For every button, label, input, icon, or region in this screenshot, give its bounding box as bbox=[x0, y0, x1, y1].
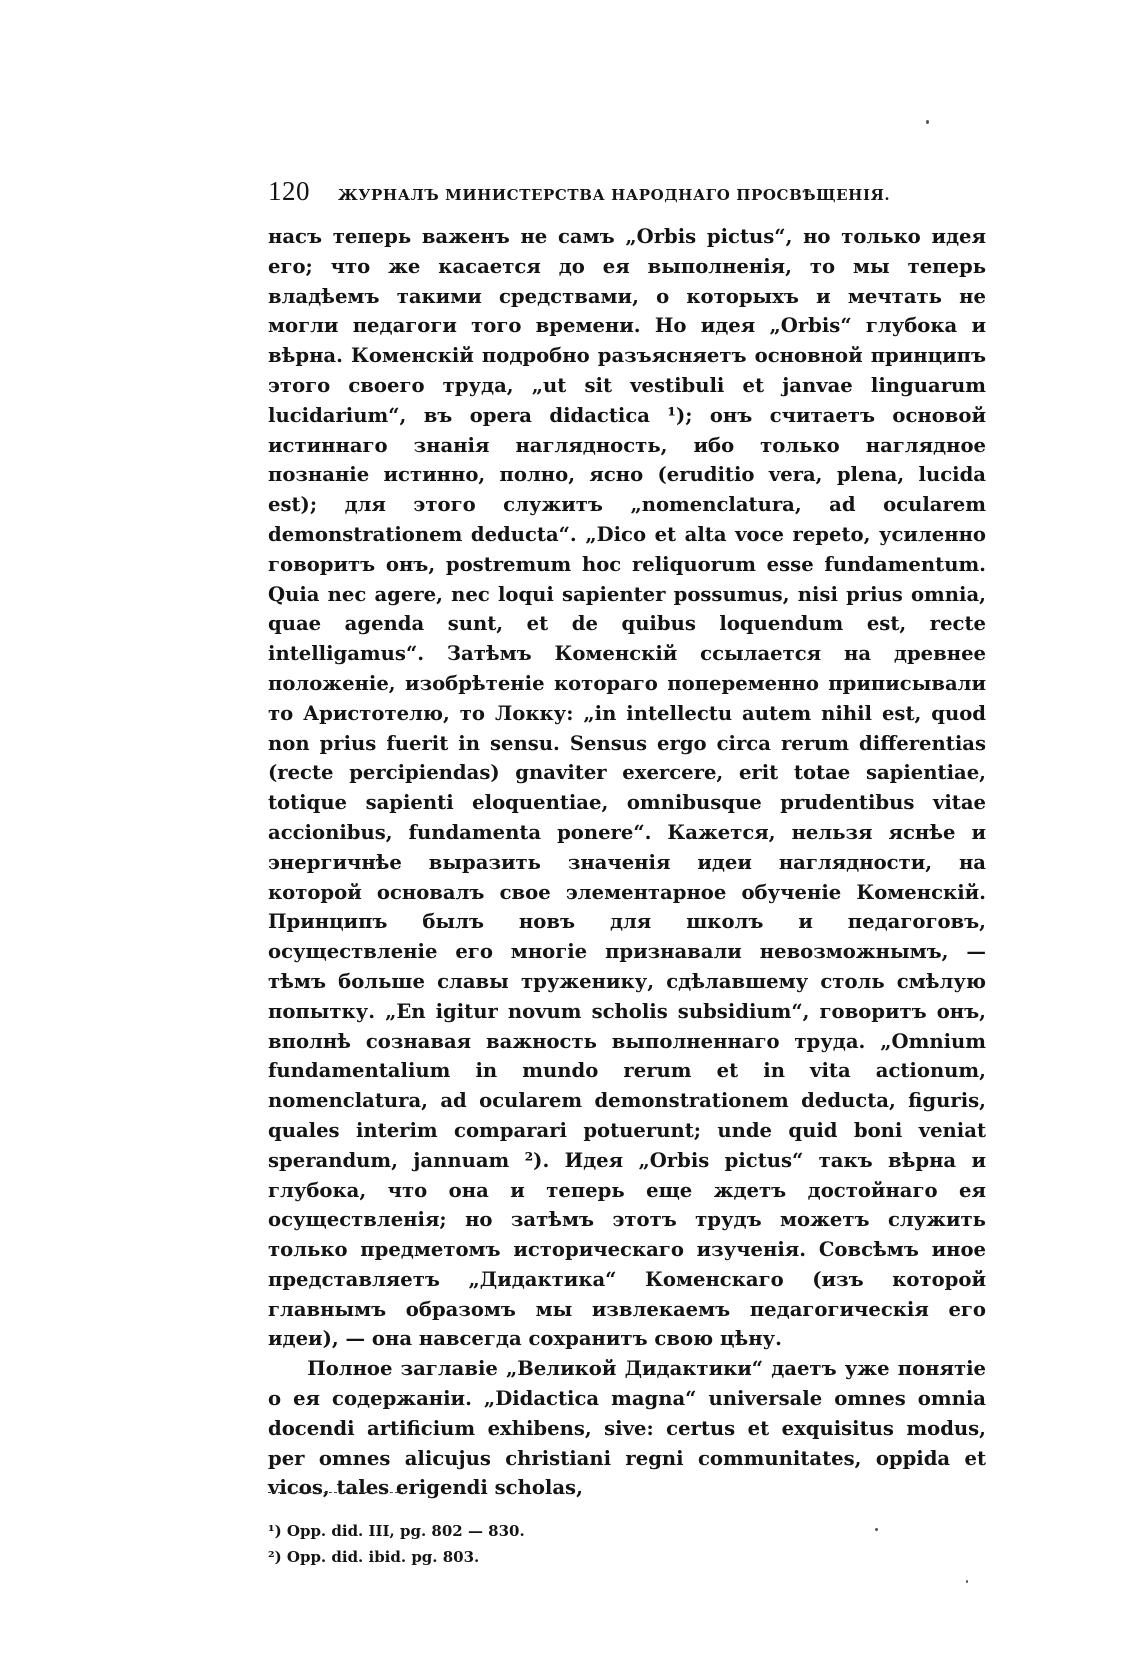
footnotes bbox=[268, 1518, 768, 1570]
page-header bbox=[268, 176, 1008, 216]
page-number: 120 bbox=[268, 176, 310, 206]
footnote-divider bbox=[268, 1492, 403, 1493]
scan-speck bbox=[966, 1580, 968, 1583]
footnote-2: ²) Opp. did. ibid. pg. 803. bbox=[268, 1548, 480, 1566]
body-text bbox=[268, 222, 986, 1503]
paragraph-1: насъ теперь важенъ не самъ „Orbis pictus“, но только идея его; что же касается до ея выполненія, то мы теперь владѣемъ такими средствами, о которыхъ и мечтать не могли педагоги того времени. Но идея „Orbis“ глубока и вѣрна. Коменскій подробно разъясняетъ основной принципъ этого своего труда, „ut sit vestibuli et janvae linguarum lucidarium“, въ opera didactica ¹); онъ считаетъ основой истиннаго знанія наглядность, ибо только наглядное познаніе истинно, полно, ясно (eruditio vera, plena, lucida est); для этого служитъ „nomenclatura, ad ocularem demonstrationem deducta“. „Dico et alta voce repeto, усиленно говоритъ онъ, postremum hoc reliquorum esse fundamentum. Quia nec agere, nec loqui sapienter possumus, nisi prius omnia, quae agenda sunt, et de quibus loquendum est, recte intelligamus“. Затѣмъ Коменскій ссылается на древнее положеніе, изобрѣтеніе котораго попеременно приписывали то Аристотелю, то Локку: „in intellectu autem nihil est, quod non prius fuerit in sensu. Sensus ergo circa rerum differentias (recte percipiendas) gnaviter exercere, erit totae sapientiae, totique sapienti eloquentiae, omnibusque prudentibus vitae accionibus, fundamenta ponere“. Кажется, нельзя яснѣе и энергичнѣе выразить значенія идеи наглядности, на которой основалъ свое элементарное обученіе Коменскій. Принципъ былъ новъ для школъ и педагоговъ, осуществленіе его многіе признавали невозможнымъ, — тѣмъ больше славы труженику, сдѣлавшему столь смѣлую попытку. „En igitur novum scholis subsidium“, говоритъ онъ, вполнѣ сознавая важность выполненнаго труда. „Omnium fundamentalium in mundo rerum et in vita actionum, nomenclatura, ad ocularem demonstrationem deducta, figuris, quales interim comparari potuerunt; unde quid boni veniat sperandum, jannuam ²). Идея „Orbis pictus“ такъ вѣрна и глубока, что она и теперь еще ждетъ достойнаго ея осуществленія; но затѣмъ этотъ трудъ можетъ служить только предметомъ историческаго изученія. Совсѣмъ иное представляетъ „Дидактика“ Коменскаго (изъ которой главнымъ образомъ мы извлекаемъ педагогическія его идеи), — она навсегда сохранитъ свою цѣну. bbox=[268, 225, 986, 1351]
scan-speck bbox=[926, 120, 929, 124]
footnote-1: ¹) Opp. did. III, pg. 802 — 830. bbox=[268, 1522, 525, 1540]
running-title: ЖУРНАЛЪ МИНИСТЕРСТВА НАРОДНАГО ПРОСВѢЩЕНІЯ. bbox=[338, 186, 891, 204]
scan-speck bbox=[875, 1528, 878, 1531]
paragraph-2: Полное заглавіе „Великой Дидактики“ даетъ уже понятіе о ея содержаніи. „Didactica magna“ universale omnes omnia docendi artificium exhibens, sive: certus et exquisitus modus, per omnes alicujus christiani regni communitates, oppida et vicos, tales erigendi scholas, bbox=[268, 1357, 986, 1500]
